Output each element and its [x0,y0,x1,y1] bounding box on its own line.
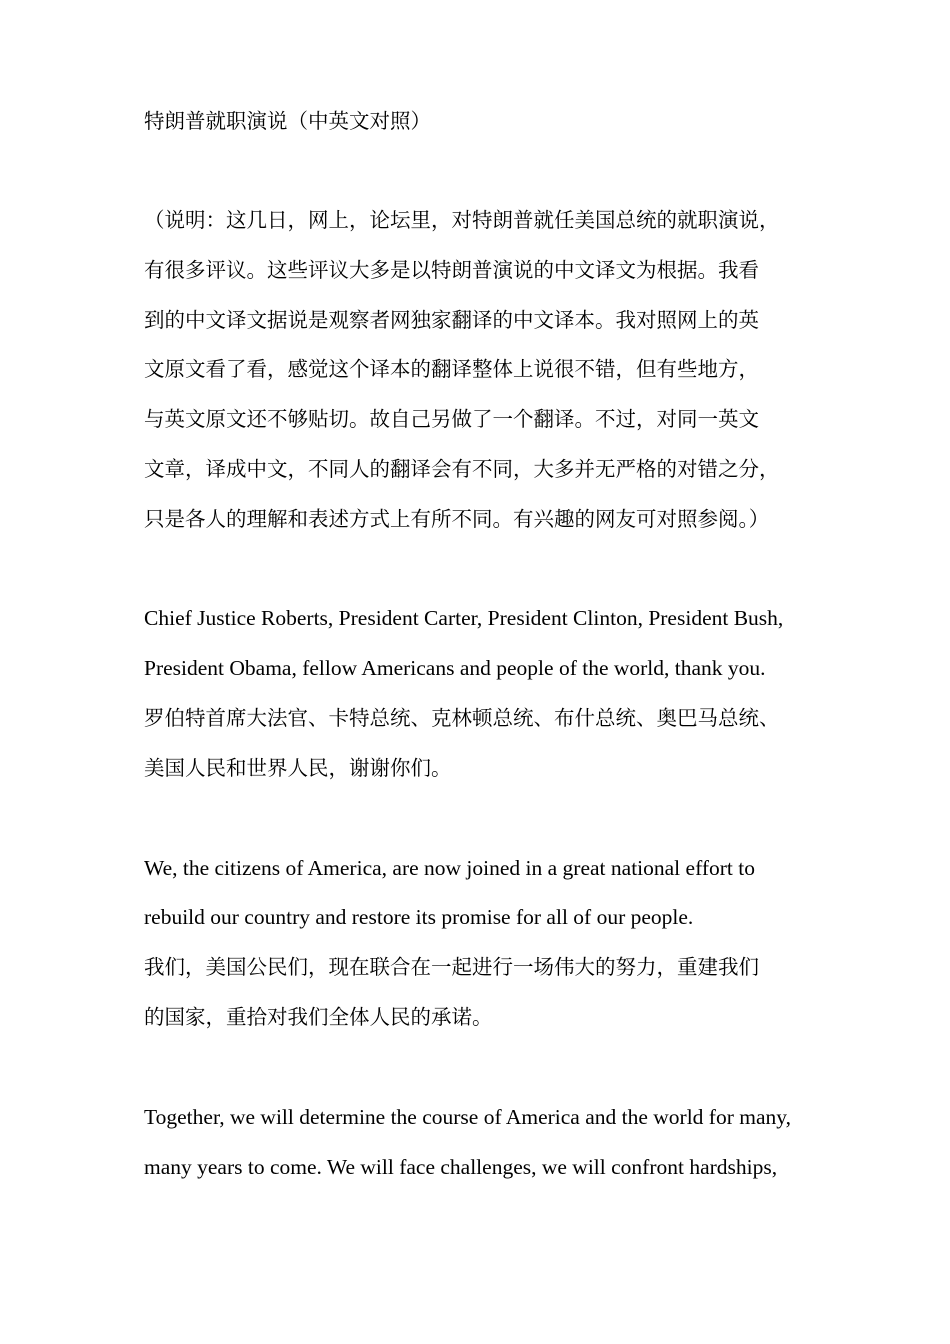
english-line: many years to come. We will face challenges, we will confront hardships, [144,1155,778,1179]
chinese-line: 美国人民和世界人民，谢谢你们。 [144,756,452,780]
english-line: Together, we will determine the course of America and the world for many, [144,1105,791,1129]
english-line: We, the citizens of America, are now joined in a great national effort to [144,856,755,880]
intro-line: （说明：这几日，网上，论坛里，对特朗普就任美国总统的就职演说， [144,208,780,232]
chinese-line: 我们，美国公民们，现在联合在一起进行一场伟大的努力，重建我们 [144,955,759,979]
english-line: President Obama, fellow Americans and people of the world, thank you. [144,656,766,680]
english-line: Chief Justice Roberts, President Carter, President Clinton, President Bush, [144,606,784,630]
document-title: 特朗普就职演说（中英文对照） [144,109,431,133]
intro-line: 文章，译成中文，不同人的翻译会有不同，大多并无严格的对错之分， [144,457,780,481]
intro-line: 只是各人的理解和表述方式上有所不同。有兴趣的网友可对照参阅。） [144,507,770,531]
english-line: rebuild our country and restore its promise for all of our people. [144,905,694,929]
intro-line: 有很多评议。这些评议大多是以特朗普演说的中文译文为根据。我看 [144,258,759,282]
intro-line: 到的中文译文据说是观察者网独家翻译的中文译本。我对照网上的英 [144,308,759,332]
intro-line: 文原文看了看，感觉这个译本的翻译整体上说很不错，但有些地方， [144,357,759,381]
chinese-line: 的国家，重拾对我们全体人民的承诺。 [144,1005,493,1029]
intro-line: 与英文原文还不够贴切。故自己另做了一个翻译。不过，对同一英文 [144,407,759,431]
chinese-line: 罗伯特首席大法官、卡特总统、克林顿总统、布什总统、奥巴马总统、 [144,706,780,730]
